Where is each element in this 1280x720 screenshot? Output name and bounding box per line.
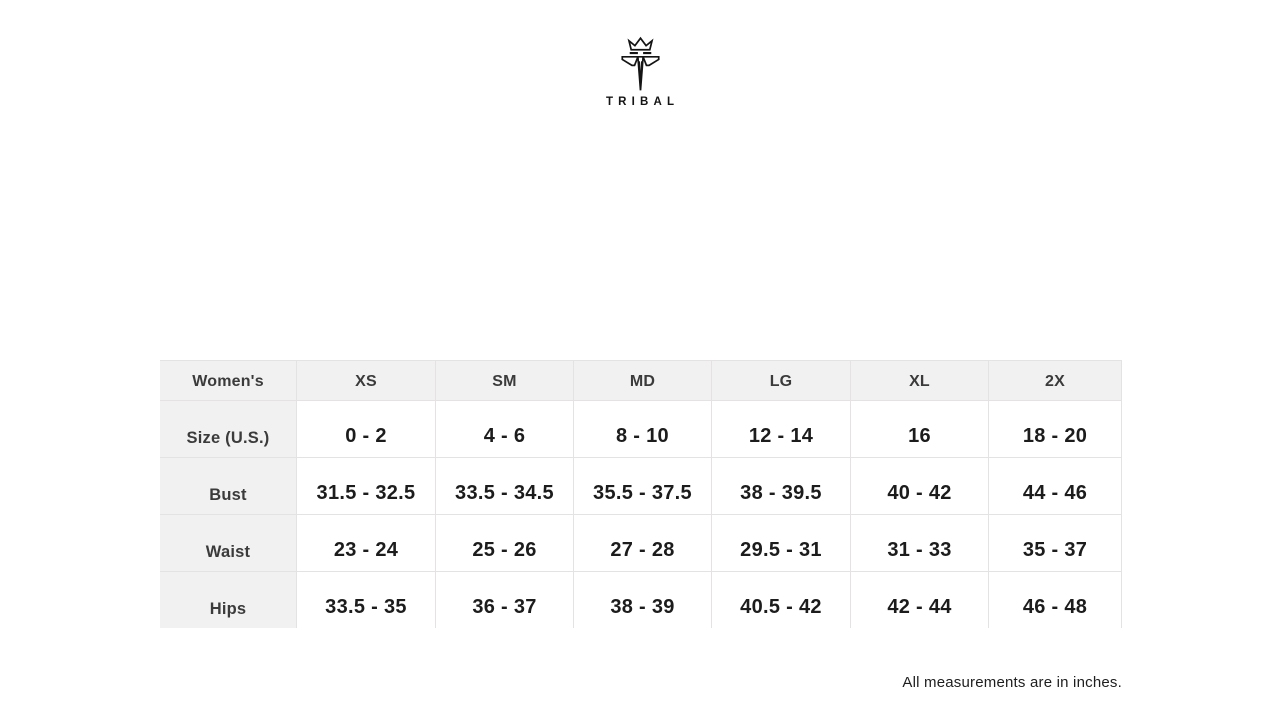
column-header-xs: XS xyxy=(297,360,436,400)
hips-cell-lg: 40.5 - 42 xyxy=(712,571,851,628)
column-header-lg: LG xyxy=(712,360,851,400)
crown-t-emblem-icon xyxy=(618,36,663,94)
brand-logo xyxy=(0,36,1280,108)
size-cell-xl: 16 xyxy=(851,400,989,457)
column-header-2x: 2X xyxy=(989,360,1122,400)
hips-cell-xl: 42 - 44 xyxy=(851,571,989,628)
row-label-size-us: Size (U.S.) xyxy=(160,400,297,457)
bust-cell-2x: 44 - 46 xyxy=(989,457,1122,514)
column-header-md: MD xyxy=(574,360,712,400)
bust-cell-md: 35.5 - 37.5 xyxy=(574,457,712,514)
column-header-xl: XL xyxy=(851,360,989,400)
hips-cell-2x: 46 - 48 xyxy=(989,571,1122,628)
brand-wordmark: TRIBAL xyxy=(605,96,680,108)
waist-cell-xs: 23 - 24 xyxy=(297,514,436,571)
row-label-bust: Bust xyxy=(160,457,297,514)
waist-cell-md: 27 - 28 xyxy=(574,514,712,571)
waist-cell-xl: 31 - 33 xyxy=(851,514,989,571)
waist-cell-lg: 29.5 - 31 xyxy=(712,514,851,571)
hips-cell-xs: 33.5 - 35 xyxy=(297,571,436,628)
size-cell-lg: 12 - 14 xyxy=(712,400,851,457)
hips-cell-md: 38 - 39 xyxy=(574,571,712,628)
row-label-waist: Waist xyxy=(160,514,297,571)
column-header-sm: SM xyxy=(436,360,574,400)
size-cell-md: 8 - 10 xyxy=(574,400,712,457)
bust-cell-sm: 33.5 - 34.5 xyxy=(436,457,574,514)
waist-cell-sm: 25 - 26 xyxy=(436,514,574,571)
size-cell-xs: 0 - 2 xyxy=(297,400,436,457)
waist-cell-2x: 35 - 37 xyxy=(989,514,1122,571)
size-chart-table xyxy=(160,360,1122,628)
size-cell-2x: 18 - 20 xyxy=(989,400,1122,457)
hips-cell-sm: 36 - 37 xyxy=(436,571,574,628)
bust-cell-xs: 31.5 - 32.5 xyxy=(297,457,436,514)
column-header-womens: Women's xyxy=(160,360,297,400)
measurement-units-note: All measurements are in inches. xyxy=(902,674,1122,691)
bust-cell-lg: 38 - 39.5 xyxy=(712,457,851,514)
row-label-hips: Hips xyxy=(160,571,297,628)
bust-cell-xl: 40 - 42 xyxy=(851,457,989,514)
size-cell-sm: 4 - 6 xyxy=(436,400,574,457)
